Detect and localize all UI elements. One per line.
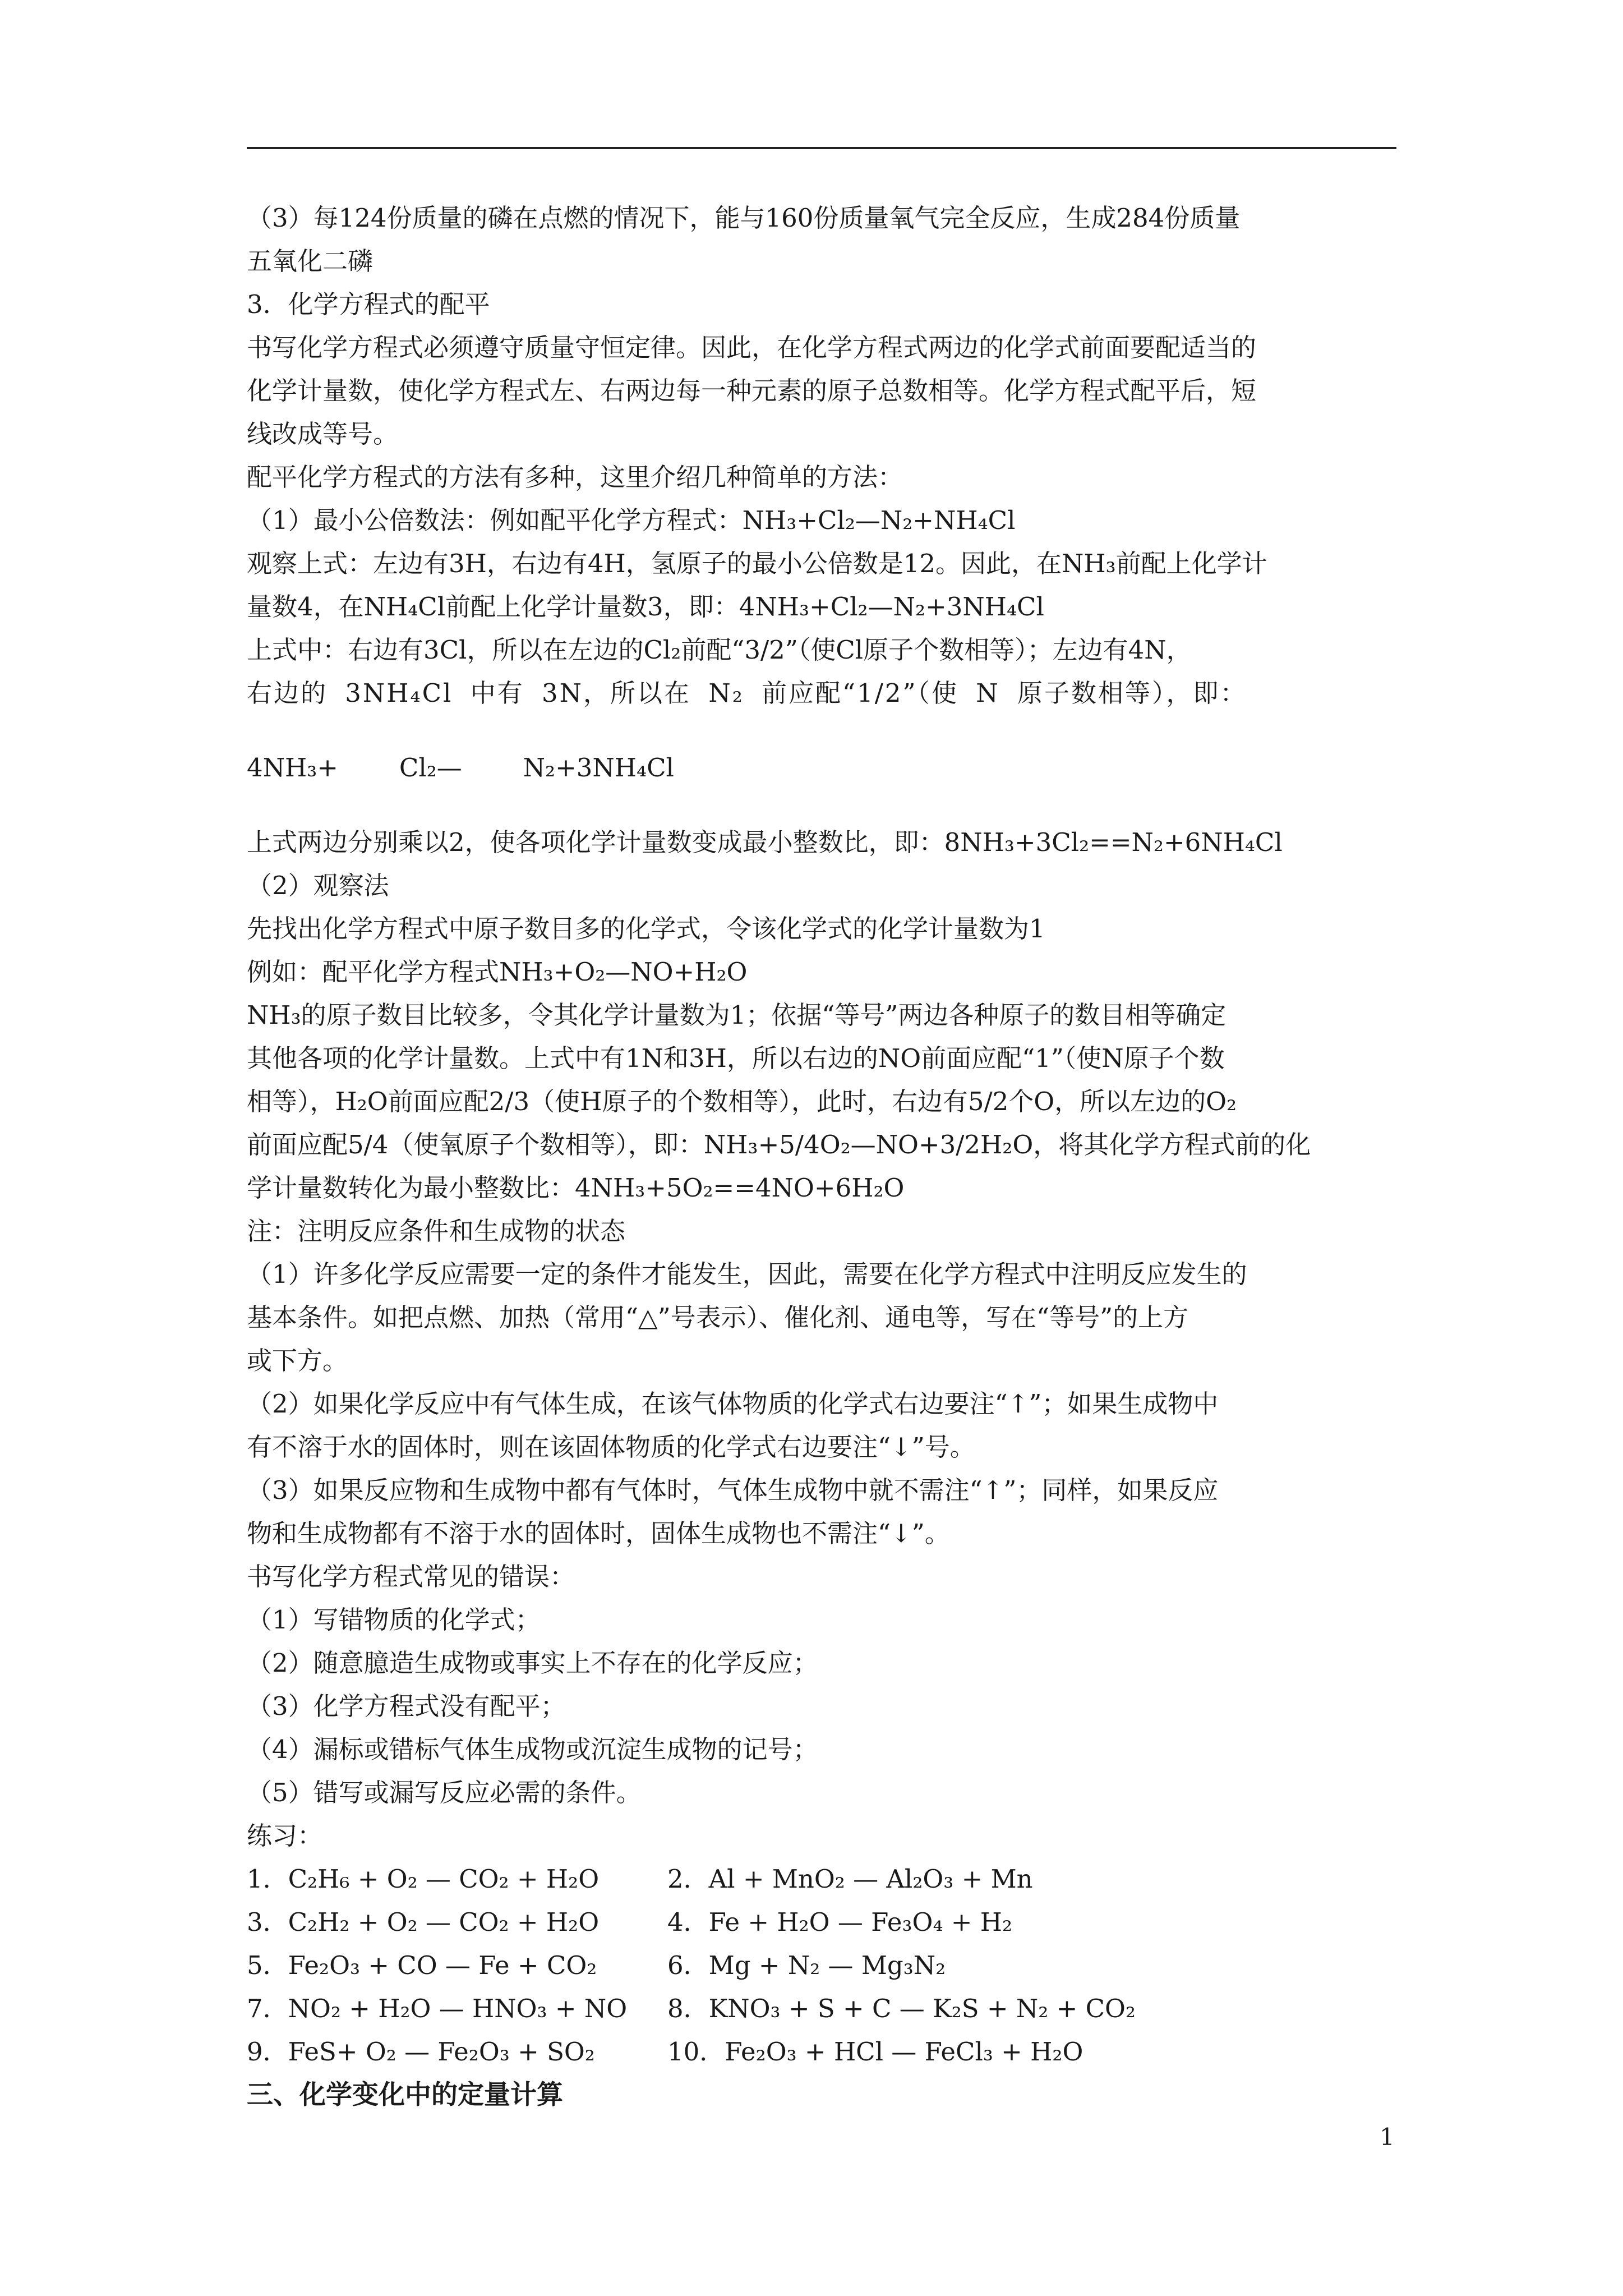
paragraph-line: （3）每124份质量的磷在点燃的情况下，能与160份质量氧气完全反应，生成284份质量 [247, 203, 1241, 233]
exercise-item: 7．NO₂ + H₂O — HNO₃ + NO [247, 1994, 628, 2023]
paragraph-line: （3）如果反应物和生成物中都有气体时，气体生成物中就不需注“↑”；同样，如果反应 [247, 1475, 1219, 1505]
exercises-heading: 练习： [247, 1821, 323, 1851]
paragraph-line: 五氧化二磷 [247, 246, 374, 276]
exercise-row [247, 1987, 1396, 2030]
list-heading: 书写化学方程式常见的错误： [247, 1562, 575, 1591]
note-heading: 注：注明反应条件和生成物的状态 [247, 1216, 626, 1246]
paragraph-line: 例如：配平化学方程式NH₃+O₂—NO+H₂O [247, 957, 748, 987]
exercise-row [247, 1944, 1396, 1987]
exercise-item: 1．C₂H₆ + O₂ — CO₂ + H₂O [247, 1864, 600, 1894]
paragraph-line: 基本条件。如把点燃、加热（常用“△”号表示）、催化剂、通电等，写在“等号”的上方 [247, 1303, 1189, 1332]
document-body [247, 196, 1396, 2116]
exercise-item: 3．C₂H₂ + O₂ — CO₂ + H₂O [247, 1907, 600, 1937]
paragraph-line: 观察上式：左边有3H，右边有4H，氢原子的最小公倍数是12。因此，在NH₃前配上化学计 [247, 549, 1267, 578]
exercise-item: 2．Al + MnO₂ — Al₂O₃ + Mn [667, 1864, 1033, 1894]
section-heading: 三、化学变化中的定量计算 [247, 2079, 563, 2110]
exercise-item: 8．KNO₃ + S + C — K₂S + N₂ + CO₂ [667, 1994, 1136, 2023]
paragraph-line: 右边的 3NH₄Cl 中有 3N，所以在 N₂ 前应配“1/2”（使 N 原子数相等），即： [247, 678, 1247, 708]
paragraph-line: 上式中：右边有3Cl，所以在左边的Cl₂前配“3/2”（使Cl原子个数相等）；左边有4N， [247, 635, 1192, 665]
method-heading: （1）最小公倍数法：例如配平化学方程式：NH₃+Cl₂—N₂+NH₄Cl [247, 505, 1016, 535]
paragraph-line: 先找出化学方程式中原子数目多的化学式，令该化学式的化学计量数为1 [247, 914, 1045, 944]
paragraph-line: 物和生成物都有不溶于水的固体时，固体生成物也不需注“↓”。 [247, 1519, 950, 1548]
spacer [247, 789, 1396, 821]
exercise-item: 4．Fe + H₂O — Fe₃O₄ + H₂ [667, 1907, 1013, 1937]
equation-line: 4NH₃+ Cl₂— N₂+3NH₄Cl [247, 753, 674, 783]
paragraph-line: （1）许多化学反应需要一定的条件才能发生，因此，需要在化学方程式中注明反应发生的 [247, 1259, 1247, 1289]
list-item: （3）化学方程式没有配平； [247, 1691, 566, 1721]
paragraph-line: 有不溶于水的固体时，则在该固体物质的化学式右边要注“↓”号。 [247, 1432, 975, 1462]
exercise-item: 5．Fe₂O₃ + CO — Fe + CO₂ [247, 1950, 597, 1980]
exercise-item: 9．FeS+ O₂ — Fe₂O₃ + SO₂ [247, 2037, 595, 2067]
exercise-item: 6．Mg + N₂ — Mg₃N₂ [667, 1950, 946, 1980]
paragraph-line: NH₃的原子数目比较多，令其化学计量数为1；依据“等号”两边各种原子的数目相等确定 [247, 1000, 1227, 1030]
spacer [247, 715, 1396, 746]
paragraph-line: 化学计量数，使化学方程式左、右两边每一种元素的原子总数相等。化学方程式配平后，短 [247, 376, 1257, 406]
header-rule [247, 147, 1396, 149]
paragraph-line: 量数4，在NH₄Cl前配上化学计量数3，即：4NH₃+Cl₂—N₂+3NH₄Cl [247, 592, 1044, 622]
paragraph-line: （2）如果化学反应中有气体生成，在该气体物质的化学式右边要注“↑”；如果生成物中 [247, 1389, 1219, 1419]
paragraph-line: 相等），H₂O前面应配2/3（使H原子的个数相等），此时，右边有5/2个O，所以左边的O₂ [247, 1087, 1237, 1116]
paragraph-line: 或下方。 [247, 1346, 348, 1375]
paragraph-line: 前面应配5/4（使氧原子个数相等），即：NH₃+5/4O₂—NO+3/2H₂O，将其化学方程式前的化 [247, 1130, 1311, 1159]
paragraph-line: 学计量数转化为最小整数比：4NH₃+5O₂==4NO+6H₂O [247, 1173, 905, 1203]
paragraph-line: 线改成等号。 [247, 419, 399, 449]
exercise-item: 10．Fe₂O₃ + HCl — FeCl₃ + H₂O [667, 2037, 1083, 2067]
paragraph-line: 上式两边分别乘以2，使各项化学计量数变成最小整数比，即：8NH₃+3Cl₂==N₂+6NH₄Cl [247, 827, 1283, 857]
exercise-row [247, 1857, 1396, 1901]
paragraph-line: 其他各项的化学计量数。上式中有1N和3H，所以右边的NO前面应配“1”（使N原子个数 [247, 1043, 1225, 1073]
list-item: （4）漏标或错标气体生成物或沉淀生成物的记号； [247, 1734, 818, 1764]
paragraph-line: 配平化学方程式的方法有多种，这里介绍几种简单的方法： [247, 462, 903, 492]
list-item: （2）随意臆造生成物或事实上不存在的化学反应； [247, 1648, 818, 1678]
list-item: （1）写错物质的化学式； [247, 1605, 541, 1635]
subsection-title: 3．化学方程式的配平 [247, 289, 490, 319]
exercise-row [247, 2030, 1396, 2073]
page-number: 1 [1380, 2123, 1395, 2151]
paragraph-line: 书写化学方程式必须遵守质量守恒定律。因此，在化学方程式两边的化学式前面要配适当的 [247, 333, 1257, 362]
list-item: （5）错写或漏写反应必需的条件。 [247, 1778, 642, 1807]
exercise-row [247, 1901, 1396, 1944]
method-heading: （2）观察法 [247, 871, 389, 900]
